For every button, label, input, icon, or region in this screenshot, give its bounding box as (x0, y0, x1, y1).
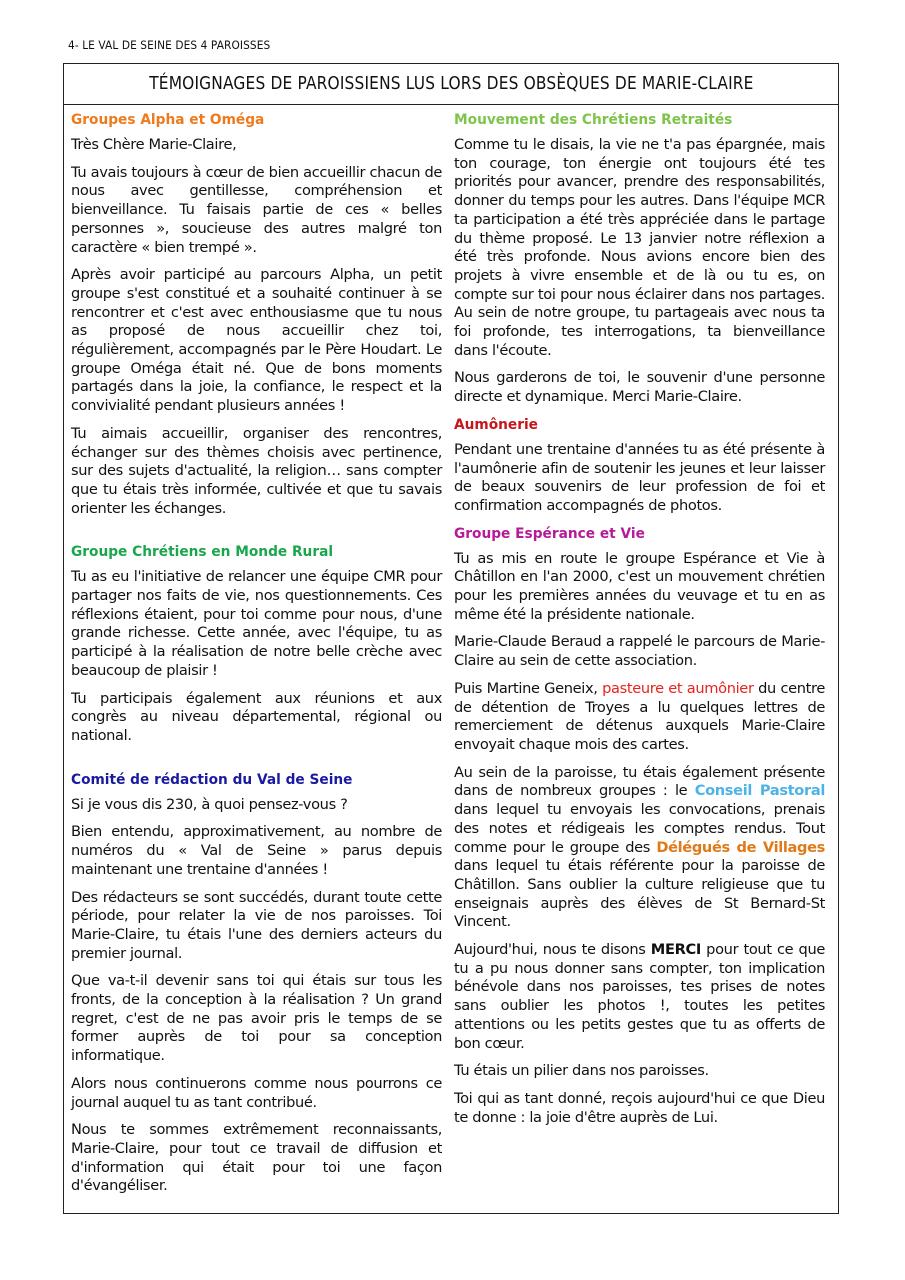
paragraph: Tu as eu l'initiative de relancer une équipe CMR pour partager nos faits de vie, nos questionnements. Ces réflexions étaient, pour toi comme pour nous, d'une grande richesse. Cette année, avec l'équipe, tu as participé à la réalisation de notre belle crèche avec beaucoup de plaisir ! (71, 568, 442, 679)
left-column (68, 105, 448, 1205)
paragraph: Nous garderons de toi, le souvenir d'une personne directe et dynamique. Merci Marie-Claire. (454, 369, 825, 406)
title-row (64, 64, 838, 105)
paragraph (454, 680, 825, 755)
paragraph: Tu as mis en route le groupe Espérance et Vie à Châtillon en l'an 2000, c'est un mouvement chrétien pour les premières années du veuvage et tu en as même été la présidente nationale. (454, 549, 825, 623)
text-run: Aujourd'hui, nous te disons (454, 941, 651, 959)
paragraph: Si je vous dis 230, à quoi pensez-vous ? (71, 795, 348, 813)
text-run: Puis Martine Geneix, (454, 679, 603, 697)
paragraph: Tu avais toujours à cœur de bien accueillir chacun de nous avec gentillesse, compréhension et bienveillance. Tu faisais partie de ces « belles personnes », soucieuse des autres malgré ton caractère « bien trempé ». (71, 163, 442, 256)
highlight-delegues: Délégués de Villages (656, 838, 825, 856)
paragraph: Très Chère Marie-Claire, (71, 136, 237, 153)
heading-cmr: Groupe Chrétiens en Monde Rural (71, 544, 334, 561)
paragraph: Tu participais également aux réunions et aux congrès au niveau départemental, régional ou national. (71, 689, 442, 744)
text-run: Au sein de la paroisse, tu étais également présente dans de nombreux groupes : le (454, 763, 825, 800)
text-run: dans lequel tu envoyais les convocations, prenais des notes et rédigeais les comptes rendus. Tout comme pour le groupe des (454, 801, 825, 856)
heading-mcr: Mouvement des Chrétiens Retraités (454, 112, 733, 128)
paragraph: Bien entendu, approximativement, au nombre de numéros du « Val de Seine » parus depuis maintenant une trentaine d'années ! (71, 823, 442, 878)
article-columns (64, 105, 838, 1205)
paragraph: Marie-Claude Beraud a rappelé le parcours de Marie-Claire au sein de cette association. (454, 633, 825, 670)
text-run: pour tout ce que tu a pu nous donner sans compter, ton implication bénévole dans nos paroisses, tes prises de notes sans oublier les photos !, toutes les petites attentions ou les petits gestes que tu as offerts de bon cœur. (454, 941, 825, 1052)
highlight-pasteure: pasteure et aumônier (602, 679, 754, 697)
article-title: TÉMOIGNAGES DE PAROISSIENS LUS LORS DES OBSÈQUES DE MARIE-CLAIRE (148, 74, 754, 94)
page-header: 4- LE VAL DE SEINE DES 4 PAROISSES (68, 38, 271, 52)
highlight-conseil-pastoral: Conseil Pastoral (694, 782, 825, 800)
heading-esperance: Groupe Espérance et Vie (454, 525, 645, 542)
paragraph: Tu aimais accueillir, organiser des rencontres, échanger sur des thèmes choisis avec pertinence, sur des sujets d'actualité, la religion… sans compter que tu étais très informée, cultivée et que tu savais orienter les échanges. (71, 424, 442, 517)
text-run: du centre de détention de Troyes a lu quelques lettres de remerciement de détenus auxquels Marie-Claire envoyait chaque mois des cartes. (454, 679, 825, 753)
spacer (71, 527, 442, 537)
paragraph: Alors nous continuerons comme nous pourrons ce journal auquel tu as tant contribué. (71, 1074, 442, 1111)
paragraph: Pendant une trentaine d'années tu as été présente à l'aumônerie afin de soutenir les jeunes et leur laisser de beaux souvenirs de leur profession de foi et confirmation accompagnés de photos. (454, 440, 825, 514)
paragraph: Des rédacteurs se sont succédés, durant toute cette période, pour relater la vie de nos paroisses. Toi Marie-Claire, tu étais l'une des derniers acteurs du premier journal. (71, 888, 442, 962)
paragraph: Que va-t-il devenir sans toi qui étais sur tous les fronts, de la conception à la réalisation ? Un grand regret, c'est de ne pas avoir pris le temps de se former auprès de toi pour sa conception informatique. (71, 972, 442, 1065)
paragraph (454, 941, 825, 1053)
paragraph: Après avoir participé au parcours Alpha, un petit groupe s'est constitué et a souhaité continuer à se rencontrer et c'est avec enthousiasme que tu nous as proposé de nous accueillir chez toi, régulièrement, accompagnés par le Père Houdart. Le groupe Oméga était né. Que de bons moments partagés dans la joie, la confiance, le respect et la convivialité pendant plusieurs années ! (71, 266, 442, 415)
spacer (71, 755, 442, 765)
merci-emphasis: MERCI (650, 941, 701, 959)
text-run: dans lequel tu étais référente pour la paroisse de Châtillon. Sans oublier la culture religieuse que tu enseignais auprès des élèves de St Bernard-St Vincent. (454, 857, 825, 931)
heading-aumonerie: Aumônerie (454, 416, 538, 433)
paragraph: Nous te sommes extrêmement reconnaissants, Marie-Claire, pour tout ce travail de diffusion et d'information qui était pour toi une façon d'évangéliser. (71, 1121, 442, 1195)
paragraph: Toi qui as tant donné, reçois aujourd'hui ce que Dieu te donne : la joie d'être auprès de Lui. (454, 1089, 825, 1126)
article-frame (63, 63, 839, 1214)
right-column (448, 105, 828, 1205)
heading-alpha-omega: Groupes Alpha et Oméga (71, 112, 265, 128)
heading-comite: Comité de rédaction du Val de Seine (71, 771, 353, 788)
paragraph: Comme tu le disais, la vie ne t'a pas épargnée, mais ton courage, ton énergie ont toujours été tes priorités pour avancer, prendre des responsabilités, donner du temps pour les autres. Dans l'équipe MCR ta participation a été très appréciée dans le partage du thème proposé. Le 13 janvier notre réflexion a été très profonde. Nous avions encore bien des projets à vivre ensemble et de là ou tu es, on compte sur toi pour nous éclairer dans nos partages. Au sein de notre groupe, tu partageais avec nous ta foi profonde, tes interrogations, ta bienveillance dans l'écoute. (454, 136, 825, 359)
paragraph: Tu étais un pilier dans nos paroisses. (454, 1062, 709, 1080)
paragraph (454, 764, 825, 932)
